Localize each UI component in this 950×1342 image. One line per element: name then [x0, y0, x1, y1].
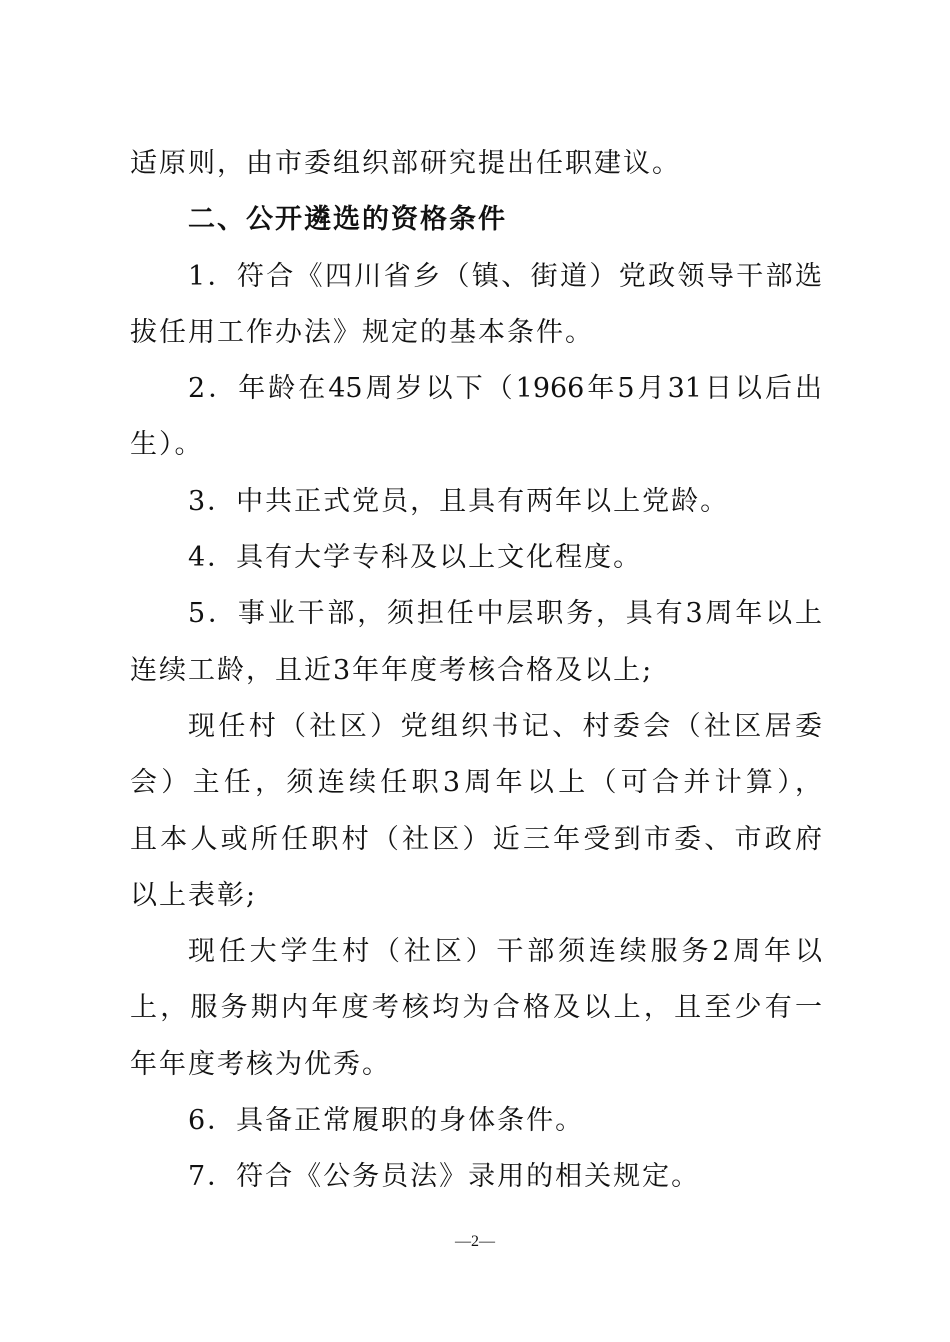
text-line: 以上表彰;: [130, 879, 258, 911]
text-line: 现任大学生村（社区）干部须连续服务2周年以: [188, 936, 822, 968]
text-line: 年年度考核为优秀。: [130, 1048, 391, 1080]
text-line: 连续工龄，且近3年年度考核合格及以上;: [130, 654, 654, 686]
text-line: 现任村（社区）党组织书记、村委会（社区居委: [188, 710, 822, 742]
text-line: 1．符合《四川省乡（镇、街道）党政领导干部选: [188, 260, 822, 292]
text-line: 7．符合《公务员法》录用的相关规定。: [188, 1161, 701, 1193]
text-line: 4．具有大学专科及以上文化程度。: [188, 542, 643, 574]
text-line: 会）主任，须连续任职3周年以上（可合并计算），: [130, 767, 822, 799]
page-number: —2—: [455, 1233, 495, 1250]
text-line: 生）。: [130, 429, 204, 461]
text-line: 且本人或所任职村（社区）近三年受到市委、市政府: [130, 823, 822, 855]
text-line: 3．中共正式党员，且具有两年以上党龄。: [188, 485, 730, 517]
text-line: 2．年龄在45周岁以下（1966年5月31日以后出: [188, 373, 822, 405]
text-line: 适原则，由市委组织部研究提出任职建议。: [130, 148, 681, 179]
document-body: [130, 136, 822, 1206]
section-heading: 二、公开遴选的资格条件: [188, 204, 507, 236]
text-line: 上，服务期内年度考核均为合格及以上，且至少有一: [130, 992, 822, 1024]
text-line: 6．具备正常履职的身体条件。: [188, 1105, 585, 1137]
text-line: 5．事业干部，须担任中层职务，具有3周年以上: [188, 598, 822, 630]
text-line: 拔任用工作办法》规定的基本条件。: [130, 316, 594, 348]
